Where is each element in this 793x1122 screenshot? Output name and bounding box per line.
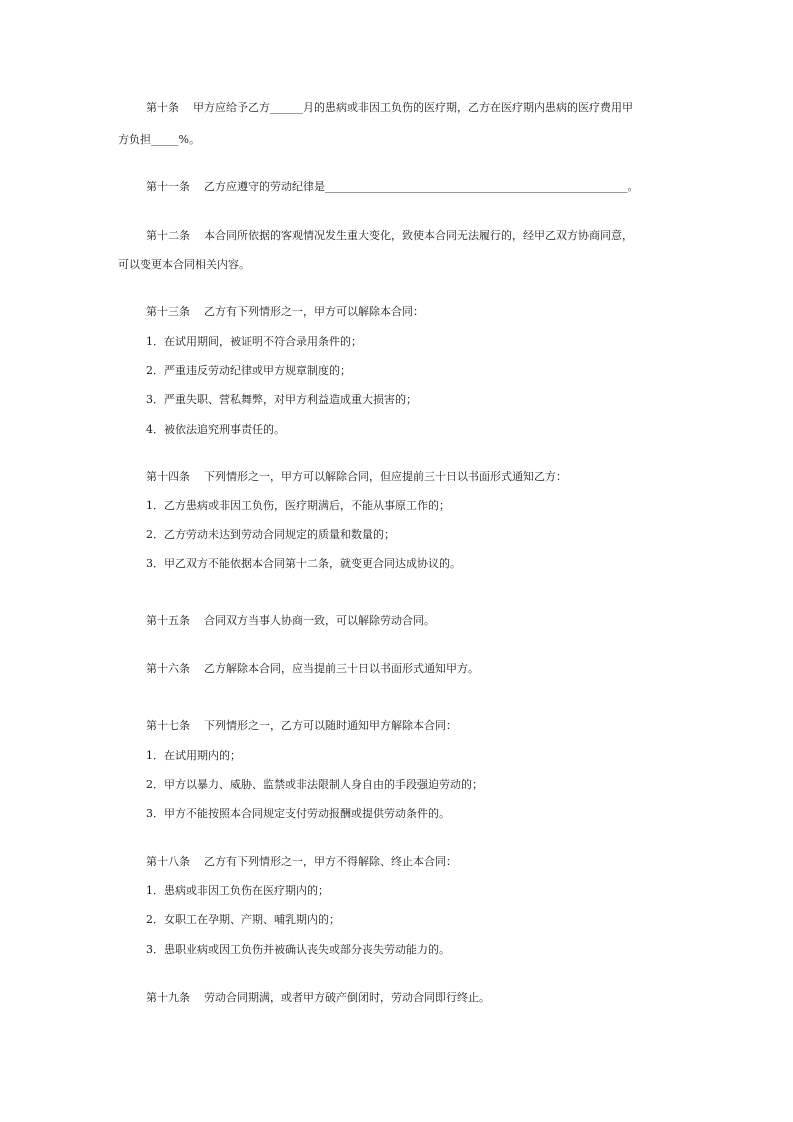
article-10-line-1	[146, 101, 633, 115]
article-19	[146, 991, 490, 1005]
article-14-item: 2．乙方劳动未达到劳动合同规定的质量和数量的；	[146, 528, 395, 541]
article-11	[146, 180, 639, 194]
article-12-text: 本合同所依据的客观情况发生重大变化，致使本合同无法履行的，经甲乙双方协商同意，	[204, 229, 633, 242]
article-15-heading: 第十五条	[146, 614, 190, 627]
article-18-item: 3．患职业病或因工负伤并被确认丧失或部分丧失劳动能力的。	[146, 943, 450, 956]
article-17-text: 下列情形之一，乙方可以随时通知甲方解除本合同：	[204, 719, 457, 732]
article-16-text: 乙方解除本合同，应当提前三十日以书面形式通知甲方。	[204, 662, 479, 675]
article-11-text: 乙方应遵守的劳动纪律是_______________________________________________________。	[204, 180, 639, 193]
article-18-item: 1．患病或非因工负伤在医疗期内的；	[146, 884, 329, 897]
article-12-line-1	[146, 229, 633, 243]
article-11-heading: 第十一条	[146, 180, 190, 193]
article-18-item: 2．女职工在孕期、产期、哺乳期内的；	[146, 913, 340, 926]
article-14-text: 下列情形之一，甲方可以解除合同，但应提前三十日以书面形式通知乙方：	[204, 470, 567, 483]
article-15	[146, 614, 435, 628]
article-13-text: 乙方有下列情形之一，甲方可以解除本合同：	[204, 305, 424, 318]
article-14-heading: 第十四条	[146, 470, 190, 483]
article-16	[146, 662, 479, 676]
article-17-item: 3．甲方不能按照本合同规定支付劳动报酬或提供劳动条件的。	[146, 807, 450, 820]
article-13-item: 2．严重违反劳动纪律或甲方规章制度的；	[146, 364, 351, 377]
article-17-item: 2．甲方以暴力、威胁、监禁或非法限制人身自由的手段强迫劳动的；	[146, 778, 483, 791]
article-10-text: 甲方应给予乙方______月的患病或非因工负伤的医疗期，乙方在医疗期内患病的医疗费用甲	[193, 101, 633, 114]
article-10-line-2: 方负担_____%。	[118, 133, 200, 146]
article-13-item: 1．在试用期间，被证明不符合录用条件的；	[146, 335, 362, 348]
article-12-heading: 第十二条	[146, 229, 190, 242]
article-16-heading: 第十六条	[146, 662, 190, 675]
article-18	[146, 855, 457, 869]
article-18-text: 乙方有下列情形之一，甲方不得解除、终止本合同：	[204, 855, 457, 868]
article-14-item: 1．乙方患病或非因工负伤，医疗期满后，不能从事原工作的；	[146, 499, 450, 512]
article-13	[146, 305, 424, 319]
article-12-line-2: 可以变更本合同相关内容。	[118, 258, 250, 271]
article-17-item: 1．在试用期内的；	[146, 749, 241, 762]
article-13-item: 3．严重失职、营私舞弊，对甲方利益造成重大损害的；	[146, 393, 417, 406]
article-19-text: 劳动合同期满，或者甲方破产倒闭时，劳动合同即行终止。	[204, 991, 490, 1004]
article-15-text: 合同双方当事人协商一致，可以解除劳动合同。	[204, 614, 435, 627]
article-17-heading: 第十七条	[146, 719, 190, 732]
article-17	[146, 719, 457, 733]
article-10-heading: 第十条	[146, 101, 179, 114]
article-14	[146, 470, 567, 484]
article-18-heading: 第十八条	[146, 855, 190, 868]
article-19-heading: 第十九条	[146, 991, 190, 1004]
article-13-item: 4．被依法追究刑事责任的。	[146, 423, 285, 436]
article-13-heading: 第十三条	[146, 305, 190, 318]
article-14-item: 3．甲乙双方不能依据本合同第十二条，就变更合同达成协议的。	[146, 557, 461, 570]
